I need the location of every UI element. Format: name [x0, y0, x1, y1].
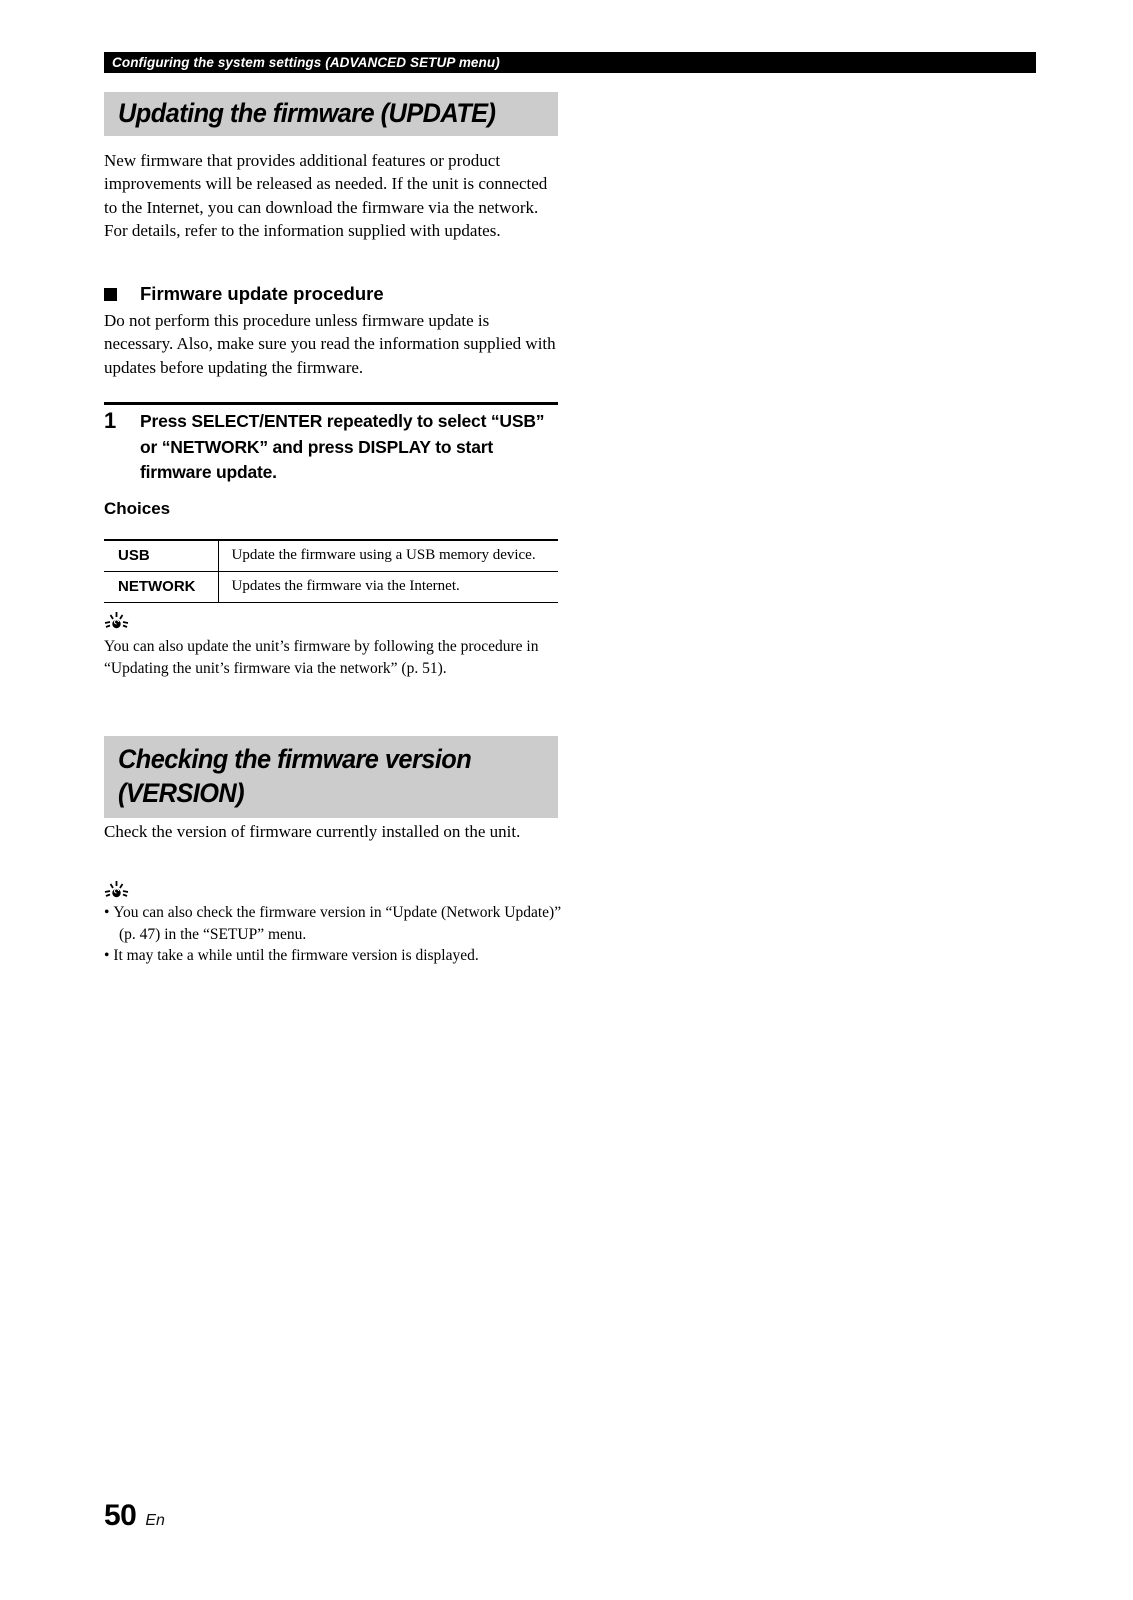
section-title-update-text: Updating the firmware (UPDATE) — [118, 97, 496, 128]
chapter-header-text: Configuring the system settings (ADVANCED SETUP menu) — [112, 55, 500, 70]
procedure-body-paragraph: Do not perform this procedure unless firmware update is necessary. Also, make sure you read the information supplied with updates before updating the firmware. — [104, 311, 556, 377]
chapter-header-bar — [104, 52, 1036, 73]
square-bullet-icon — [104, 288, 117, 301]
choice-option: NETWORK — [104, 571, 218, 602]
page-language: En — [145, 1512, 165, 1529]
choice-description: Update the firmware using a USB memory device. — [218, 540, 558, 571]
page-footer — [104, 1499, 165, 1533]
procedure-heading-text: Firmware update procedure — [140, 283, 384, 304]
step-divider-rule — [104, 402, 558, 405]
list-item: • It may take a while until the firmware version is displayed. — [104, 945, 562, 967]
version-tips-list — [104, 902, 562, 967]
section-title-update — [104, 92, 558, 136]
update-tip-text: You can also update the unit’s firmware by following the procedure in “Updating the unit’s firmware via the network” (p. 51). — [104, 638, 539, 677]
version-body-paragraph: Check the version of firmware currently installed on the unit. — [104, 822, 521, 841]
choices-label: Choices — [104, 499, 171, 518]
choices-table — [104, 539, 558, 603]
list-item: • You can also check the firmware version in “Update (Network Update)” (p. 47) in the “SETUP” menu. — [104, 902, 562, 945]
step-1-instruction: Press SELECT/ENTER repeatedly to select “USB” or “NETWORK” and press DISPLAY to start firmware update. — [140, 411, 545, 483]
page-number: 50 — [104, 1499, 137, 1532]
tip-bulb-icon — [104, 611, 129, 636]
table-row — [104, 571, 558, 602]
section-title-version-text: Checking the firmware version (VERSION) — [118, 743, 472, 808]
procedure-heading — [104, 283, 558, 305]
table-row — [104, 540, 558, 571]
choice-description: Updates the firmware via the Internet. — [218, 571, 558, 602]
choice-option: USB — [104, 540, 218, 571]
step-1-number: 1 — [104, 408, 117, 433]
update-intro-paragraph: New firmware that provides additional features or product improvements will be released as needed. If the unit is connected to the Internet, you can download the firmware via the network. For details, refer to the information supplied with updates. — [104, 151, 548, 240]
section-title-version — [104, 736, 558, 818]
step-1 — [104, 409, 558, 486]
